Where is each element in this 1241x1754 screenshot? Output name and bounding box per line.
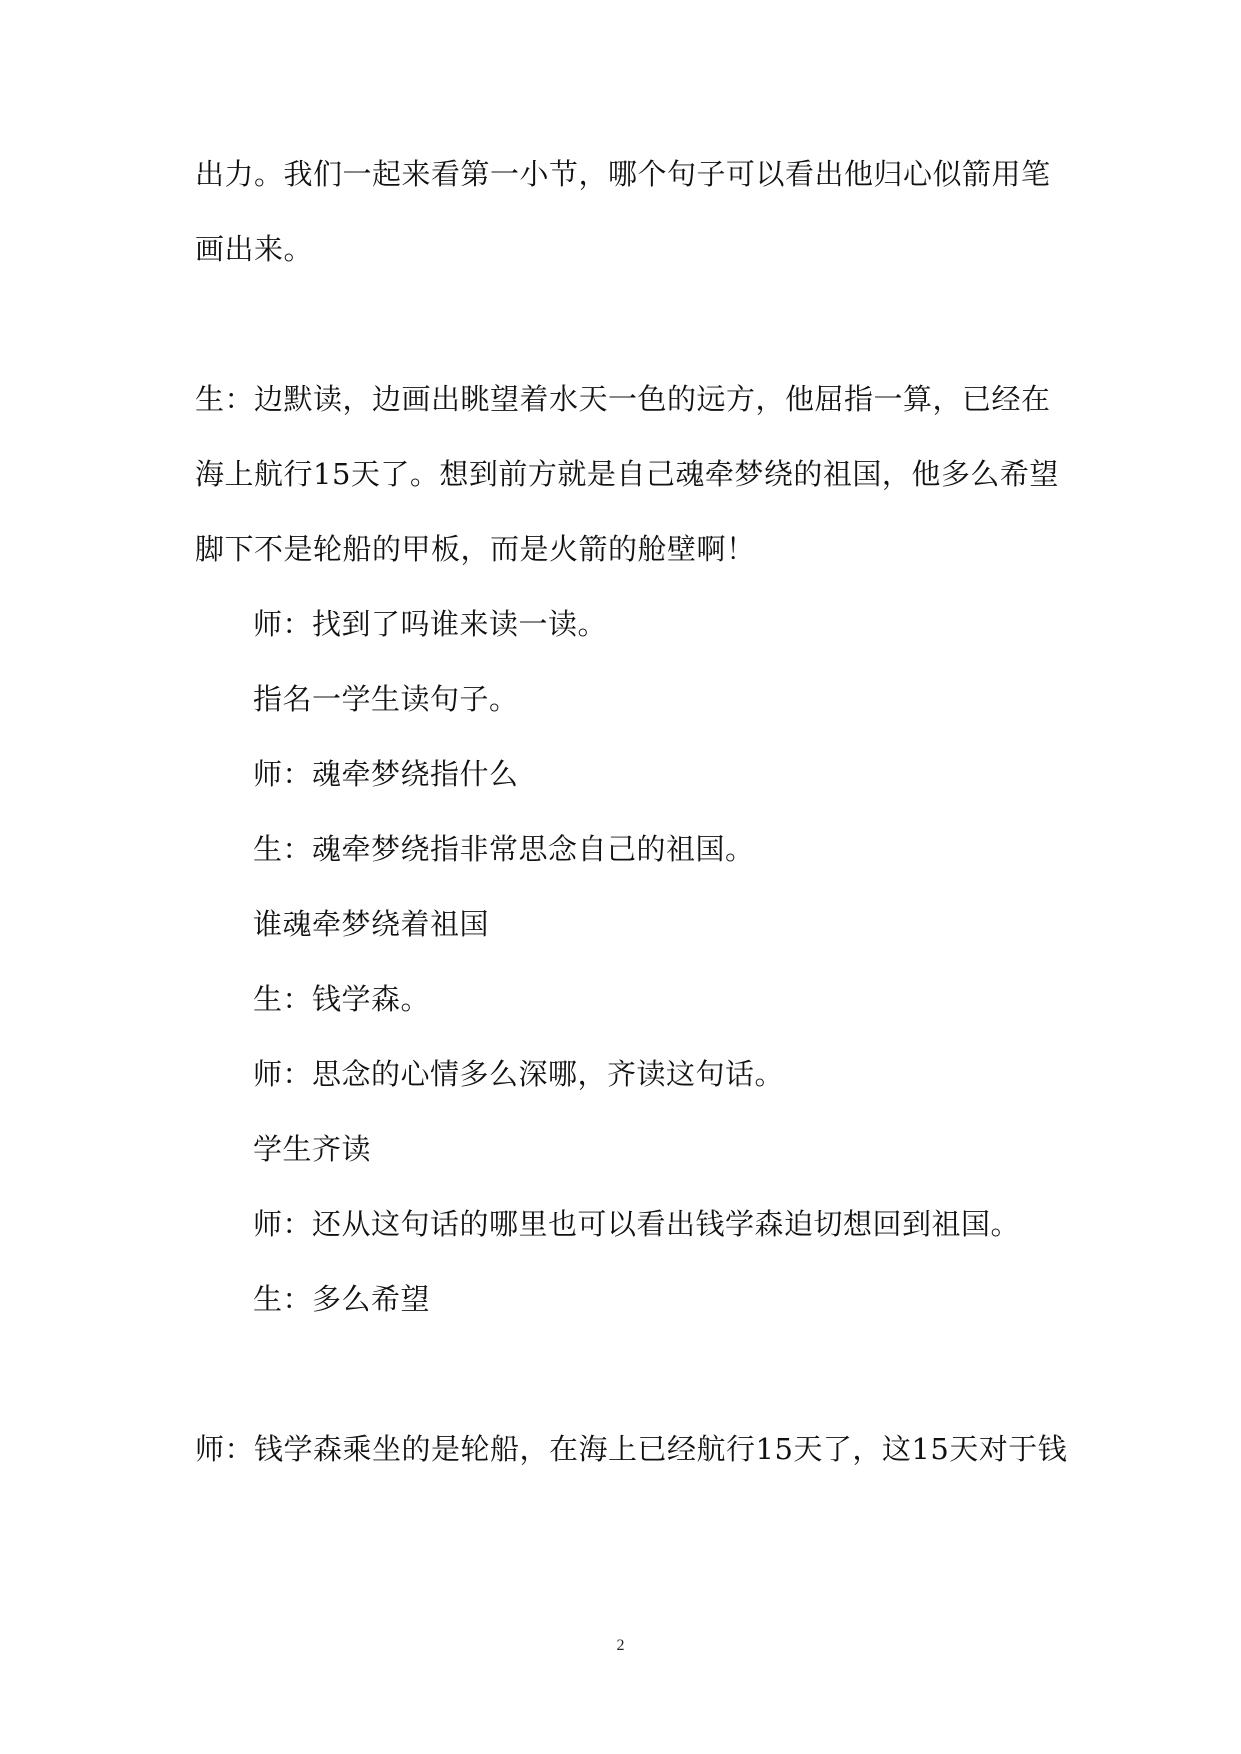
text-line: 学生齐读: [253, 1132, 372, 1166]
text-line: 画出来。: [195, 232, 314, 266]
text-line: 谁魂牵梦绕着祖国: [253, 907, 490, 941]
text-line: 师：找到了吗谁来读一读。: [253, 607, 608, 641]
text-line: 师：魂牵梦绕指什么: [253, 757, 519, 791]
text-line: 师：还从这句话的哪里也可以看出钱学森迫切想回到祖国。: [253, 1207, 1021, 1241]
text-line: 海上航行15天了。想到前方就是自己魂牵梦绕的祖国，他多么希望: [195, 457, 1059, 491]
text-line: 生：魂牵梦绕指非常思念自己的祖国。: [253, 832, 755, 866]
text-line: 师：思念的心情多么深哪，齐读这句话。: [253, 1057, 785, 1091]
text-line: 师：钱学森乘坐的是轮船，在海上已经航行15天了，这15天对于钱: [195, 1432, 1068, 1466]
text-line: 脚下不是轮船的甲板，而是火箭的舱壁啊！: [195, 532, 756, 566]
text-line: 指名一学生读句子。: [253, 682, 519, 716]
page-number: 2: [616, 1637, 625, 1654]
text-line: 生：钱学森。: [253, 982, 431, 1016]
text-line: 出力。我们一起来看第一小节，哪个句子可以看出他归心似箭用笔: [195, 157, 1051, 191]
text-line: 生：多么希望: [253, 1282, 431, 1316]
text-line: 生：边默读，边画出眺望着水天一色的远方，他屈指一算，已经在: [195, 382, 1051, 416]
